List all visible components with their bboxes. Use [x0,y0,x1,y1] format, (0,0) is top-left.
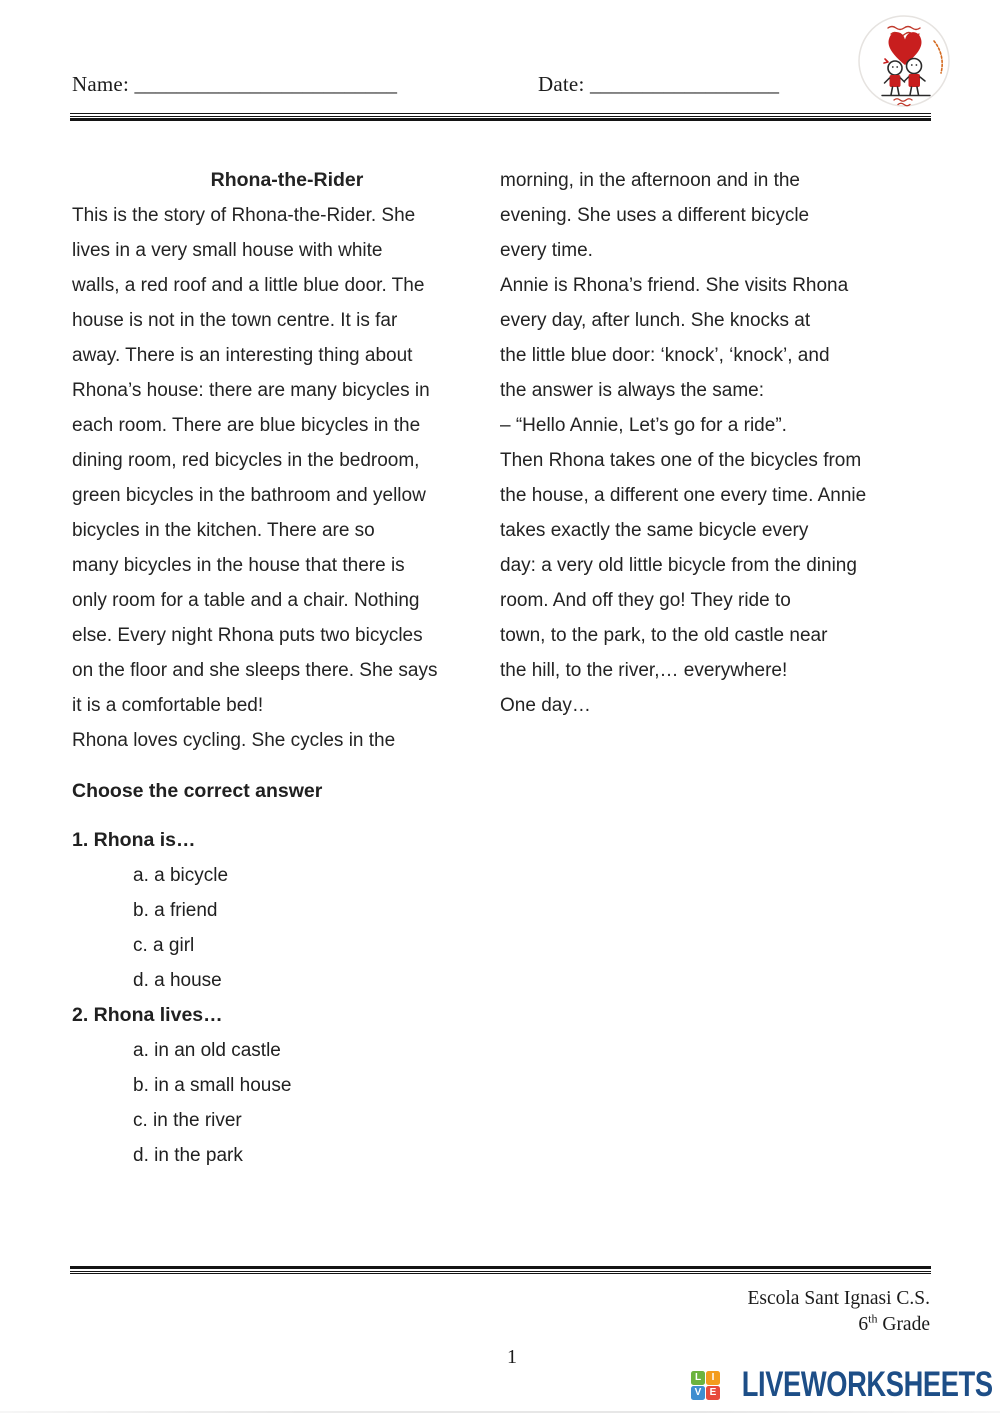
exercise-heading: Choose the correct answer [72,780,323,802]
story-line: evening. She uses a different bicycle [500,205,810,226]
question-2 [72,998,632,1173]
story-line: else. Every night Rhona puts two bicycles [72,625,423,646]
question-2-option[interactable]: c. in the river [133,1110,242,1131]
story-line: only room for a table and a chair. Nothing [72,590,420,611]
story-line: morning, in the afternoon and in the [500,170,800,191]
liveworksheets-wordmark: LIVEWORKSHEETS [742,1365,993,1404]
question-2-option[interactable]: a. in an old castle [133,1040,281,1061]
story-line: Rhona’s house: there are many bicycles in [72,380,430,401]
name-blank-line: _________________________ [134,72,397,96]
story-line: – “Hello Annie, Let’s go for a ride”. [500,415,787,436]
page-number: 1 [507,1346,517,1368]
date-label: Date: [538,72,585,96]
top-divider-rule [70,113,931,121]
story-line: every time. [500,240,593,261]
story-line: the house, a different one every time. Annie [500,485,867,506]
question-2-prompt: 2. Rhona lives… [72,1004,223,1026]
story-line: lives in a very small house with white [72,240,383,261]
story-line: Annie is Rhona’s friend. She visits Rhona [500,275,849,296]
story-line: Then Rhona takes one of the bicycles from [500,450,862,471]
story-line: it is a comfortable bed! [72,695,264,716]
story-line: day: a very old little bicycle from the dining [500,555,857,576]
story-line: each room. There are blue bicycles in the [72,415,421,436]
story-line: room. And off they go! They ride to [500,590,791,611]
story-right-column [500,163,908,723]
story-line: bicycles in the kitchen. There are so [72,520,375,541]
liveworksheets-logo [691,1367,993,1403]
question-1 [72,823,632,998]
question-2-option[interactable]: d. in the park [133,1145,243,1166]
story-title: Rhona-the-Rider [210,169,364,191]
story-line: the little blue door: ‘knock’, ‘knock’, and [500,345,830,366]
story-line: takes exactly the same bicycle every [500,520,809,541]
date-field [538,72,779,97]
story-line: This is the story of Rhona-the-Rider. She [72,205,416,226]
name-label: Name: [72,72,129,96]
story-line: the answer is always the same: [500,380,765,401]
school-logo-icon [858,15,950,107]
school-name: Escola Sant Ignasi C.S. [747,1288,930,1309]
question-1-option[interactable]: a. a bicycle [133,865,229,886]
exercise-section [72,774,632,1173]
bottom-divider-rule [70,1266,931,1274]
story-left-column [72,163,472,758]
question-1-prompt: 1. Rhona is… [72,829,196,851]
story-line: on the floor and she sleeps there. She says [72,660,438,681]
date-blank-line: __________________ [589,72,779,96]
story-line: green bicycles in the bathroom and yellow [72,485,426,506]
story-line: Rhona loves cycling. She cycles in the [72,730,396,751]
name-field [72,72,397,97]
story-line: walls, a red roof and a little blue door. The [72,275,425,296]
story-line: many bicycles in the house that there is [72,555,405,576]
story-line: dining room, red bicycles in the bedroom, [72,450,420,471]
story-line: away. There is an interesting thing about [72,345,413,366]
question-1-option[interactable]: d. a house [133,970,222,991]
question-2-option[interactable]: b. in a small house [133,1075,292,1096]
question-1-option[interactable]: c. a girl [133,935,195,956]
story-line: One day… [500,695,591,716]
grade-line: 6th Grade [858,1311,930,1335]
footer-credit [747,1286,930,1338]
liveworksheets-tiles-icon: L I V E [691,1371,720,1400]
story-line: house is not in the town centre. It is far [72,310,398,331]
question-1-option[interactable]: b. a friend [133,900,218,921]
story-line: every day, after lunch. She knocks at [500,310,811,331]
story-line: the hill, to the river,… everywhere! [500,660,788,681]
story-line: town, to the park, to the old castle near [500,625,828,646]
